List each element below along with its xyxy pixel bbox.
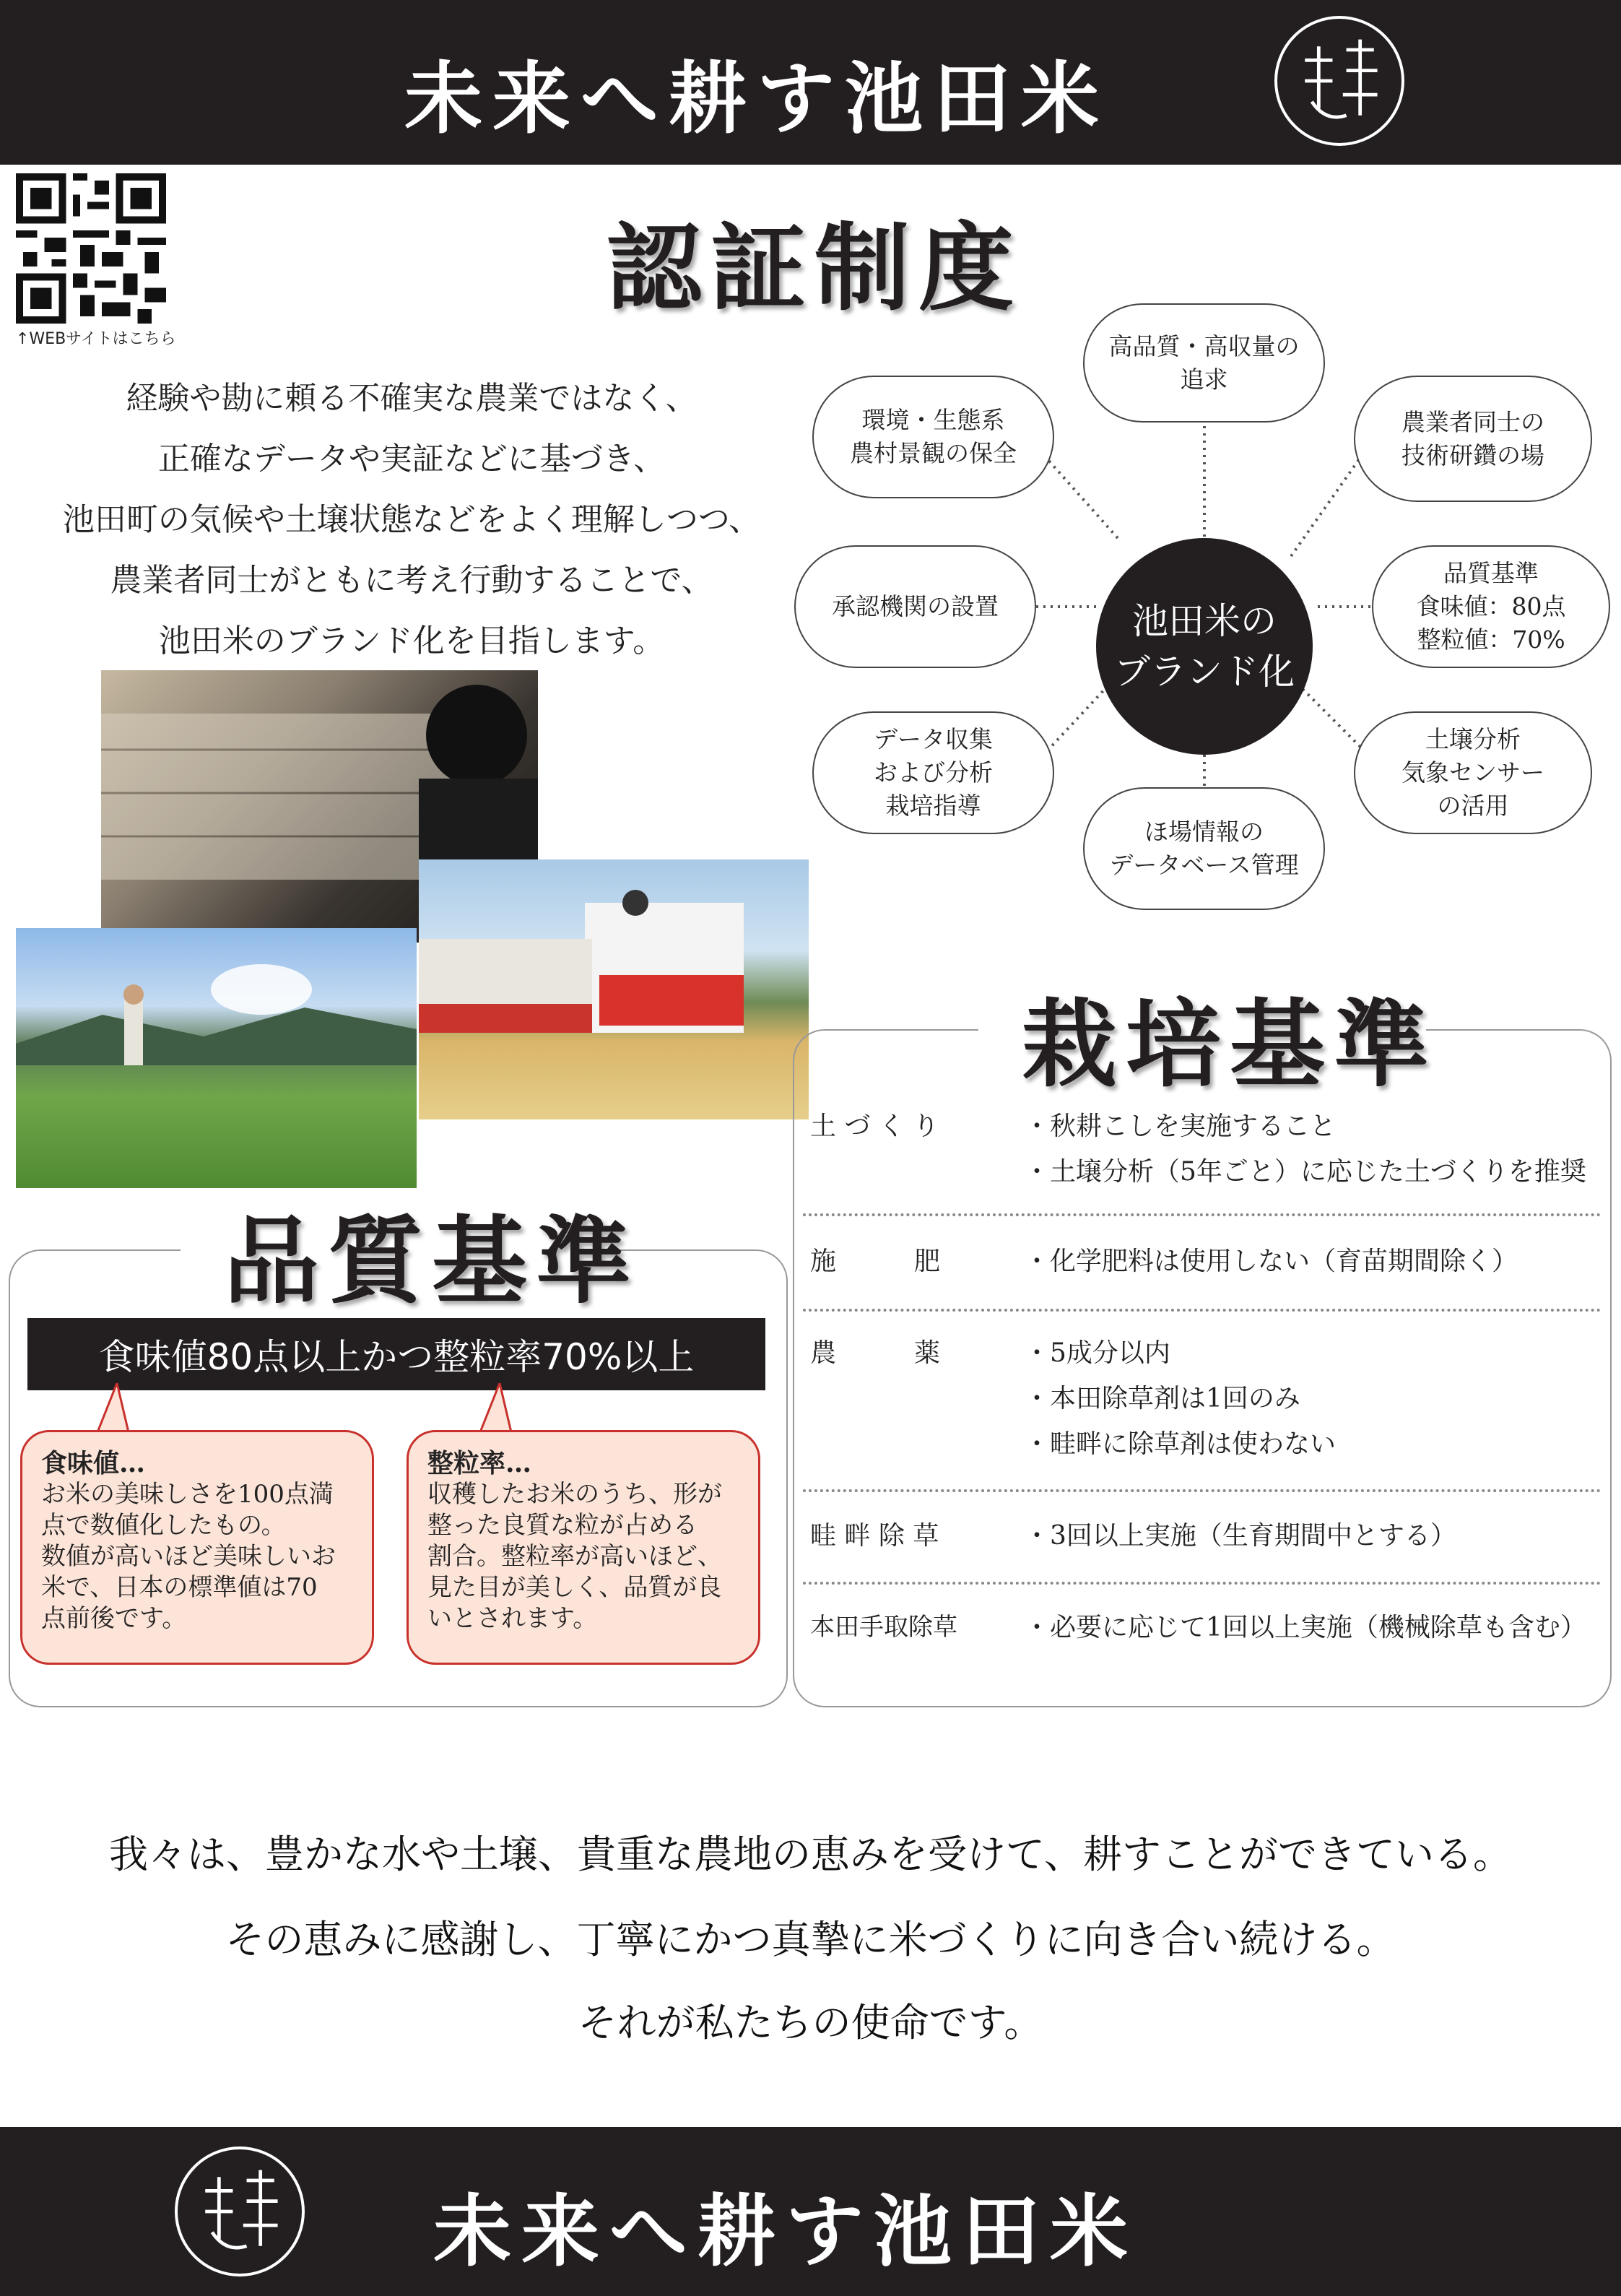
header-bar <box>0 0 1621 165</box>
center-line: 池田米の <box>1132 600 1277 642</box>
row-value: ・3回以上実施（生育期間中とする） <box>1024 1521 1456 1551</box>
row-divider <box>803 1309 1601 1312</box>
row-value: ・畦畔に除草剤は使わない <box>1024 1429 1337 1459</box>
header-title: 未来へ耕す池田米 <box>404 54 1110 144</box>
row-divider <box>803 1213 1601 1216</box>
footer-bar <box>0 2127 1621 2296</box>
quality-heading: 品質基準 <box>224 1205 640 1317</box>
intro-line: 農業者同士がともに考え行動することで、 <box>110 562 713 599</box>
mission-line: それが私たちの使命です。 <box>578 2000 1043 2045</box>
node-quality-standard: 品質基準 食味値：80点 整粒値：70% <box>1372 545 1610 668</box>
taste-title: 食味値… <box>41 1448 146 1478</box>
diagram-center <box>1096 538 1313 755</box>
node-data-collection: データ収集 および分析 栽培指導 <box>812 711 1054 834</box>
row-label: 畦 畔 除 草 <box>810 1521 939 1551</box>
taste-line: 点で数値化したもの。 <box>41 1511 286 1540</box>
row-value: ・5成分以内 <box>1024 1338 1170 1368</box>
node-environment: 環境・生態系 農村景観の保全 <box>812 376 1054 498</box>
grain-rate-bubble <box>407 1430 760 1665</box>
intro-text <box>29 368 794 672</box>
node-high-quality: 高品質・高収量の 追求 <box>1083 303 1325 423</box>
grain-line: 収穫したお米のうち、形が <box>427 1480 722 1509</box>
center-line: ブランド化 <box>1114 651 1295 693</box>
node-field-database: ほ場情報の データベース管理 <box>1083 787 1325 910</box>
node-approval-body: 承認機関の設置 <box>794 545 1036 668</box>
footer-title: 未来へ耕す池田米 <box>433 2187 1139 2277</box>
photo-harvester <box>419 859 809 1119</box>
intro-line: 池田米のブランド化を目指します。 <box>158 623 665 659</box>
mission-line: 我々は、豊かな水や土壌、貴重な農地の恵みを受けて、耕すことができている。 <box>109 1832 1512 1877</box>
grain-line: 見た目が美しく、品質が良 <box>427 1573 722 1602</box>
row-divider <box>803 1489 1601 1492</box>
taste-line: 数値が高いほど美味しいお <box>41 1542 336 1571</box>
row-label: 農 薬 <box>810 1338 941 1368</box>
mission-line: その恵みに感謝し、丁寧にかつ真摯に米づくりに向き合い続ける。 <box>225 1917 1396 1962</box>
bubble-pointers <box>0 1383 794 1434</box>
row-value: ・化学肥料は使用しない（育苗期間除く） <box>1024 1247 1518 1276</box>
row-value: ・必要に応じて1回以上実施（機械除草も含む） <box>1024 1613 1586 1642</box>
intro-line: 池田町の気候や土壌状態などをよく理解しつつ、 <box>62 501 761 538</box>
taste-line: 点前後です。 <box>41 1604 187 1633</box>
row-value: ・土壌分析（5年ごと）に応じた土づくりを推奨 <box>1024 1157 1586 1187</box>
row-divider <box>803 1582 1601 1585</box>
cultivation-heading: 栽培基準 <box>1022 989 1438 1101</box>
certification-heading: 認証制度 <box>607 212 1022 324</box>
row-value: ・秋耕こしを実施すること <box>1024 1112 1337 1141</box>
row-value: ・本田除草剤は1回のみ <box>1024 1384 1300 1413</box>
row-label: 本田手取除草 <box>810 1613 957 1642</box>
row-label: 土 づ く り <box>810 1112 939 1141</box>
taste-value-bubble <box>20 1430 374 1665</box>
logo-seal-icon <box>1274 16 1404 146</box>
quality-banner: 食味値80点以上かつ整粒率70%以上 <box>27 1318 765 1390</box>
qr-code[interactable] <box>16 173 166 324</box>
node-farmer-study: 農業者同士の 技術研鑽の場 <box>1354 376 1592 502</box>
grain-title: 整粒率… <box>427 1448 532 1478</box>
grain-line: 整った良質な粒が占める <box>427 1511 697 1540</box>
intro-line: 経験や勘に頼る不確実な農業ではなく、 <box>126 380 697 417</box>
row-label: 施 肥 <box>810 1247 941 1276</box>
taste-line: お米の美味しさを100点満 <box>41 1480 334 1509</box>
taste-line: 米で、日本の標準値は70 <box>41 1573 318 1602</box>
grain-line: 割合。整粒率が高いほど、 <box>427 1542 722 1571</box>
logo-seal-icon <box>175 2146 305 2276</box>
qr-caption: ↑WEBサイトはこちら <box>16 330 176 348</box>
intro-line: 正確なデータや実証などに基づき、 <box>157 441 666 477</box>
grain-line: いとされます。 <box>427 1604 598 1633</box>
photo-farmer-field <box>16 928 417 1188</box>
node-soil-analysis: 土壌分析 気象センサー の活用 <box>1354 711 1592 834</box>
